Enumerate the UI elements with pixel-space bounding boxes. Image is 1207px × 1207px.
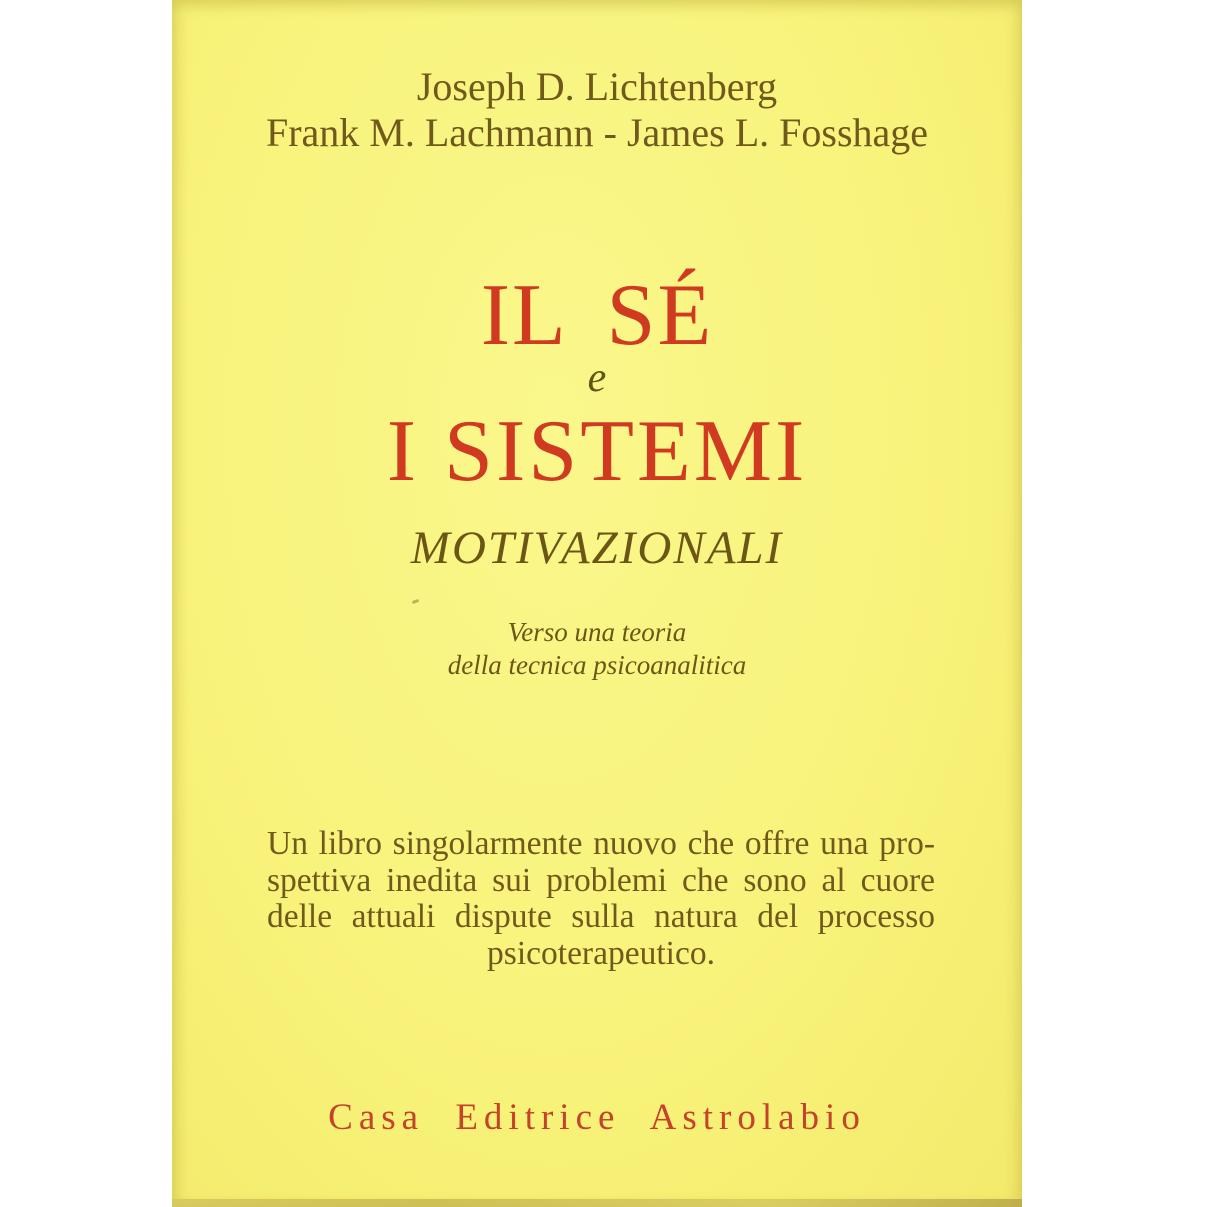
description-line: spettiva inedita sui problemi che sono al cuore xyxy=(267,861,935,899)
subtitle-line-2: della tecnica psicoanalitica xyxy=(447,650,747,680)
book-subtitle xyxy=(172,616,1022,682)
book-cover xyxy=(172,0,1022,1207)
book-title-line3: MOTIVAZIONALI xyxy=(410,522,784,574)
description-line: Un libro singolarmente nuovo che offre una pro- xyxy=(267,825,935,862)
author-line-1: Joseph D. Lichtenberg xyxy=(416,64,778,109)
book-title-main: IL SÉ xyxy=(480,267,714,364)
publisher-name: Casa Editrice Astrolabio xyxy=(328,1097,866,1138)
title-conjunction: e xyxy=(587,355,607,401)
cover-bottom-edge xyxy=(172,1199,1022,1207)
description-line: delle attuali dispute sulla natura del processo xyxy=(267,898,935,935)
book-title-line2: I SISTEMI xyxy=(386,403,808,500)
description-paragraph xyxy=(267,826,935,972)
subtitle-line-1: Verso una teoria xyxy=(507,617,687,647)
author-line-2: Frank M. Lachmann - James L. Fosshage xyxy=(265,110,929,155)
description-line: psicoterapeutico. xyxy=(487,934,715,972)
authors-block xyxy=(172,64,1022,156)
print-speck xyxy=(412,599,420,604)
